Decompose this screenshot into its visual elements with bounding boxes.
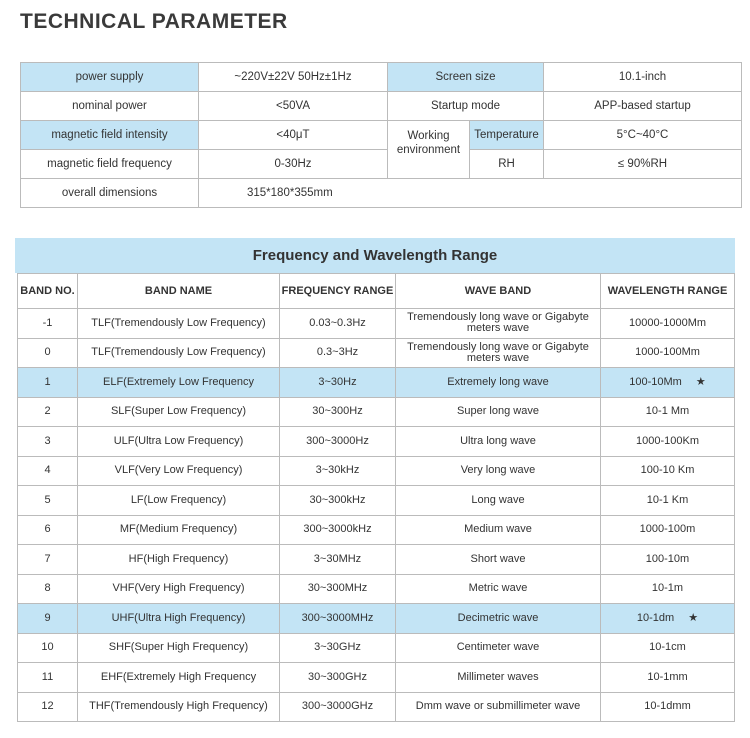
cell-text: VHF(Very High Frequency)	[112, 582, 245, 595]
table-cell	[18, 368, 78, 398]
cell-text: 5	[44, 493, 51, 506]
label: Temperature	[470, 121, 544, 150]
cell-text: Tremendously long wave or Gigabyte meters wave	[407, 311, 589, 335]
cell-text: 1000-100m	[639, 523, 696, 536]
value: 315*180*355mm	[199, 179, 742, 208]
label: power supply	[21, 63, 199, 92]
table-cell	[18, 486, 78, 516]
table-cell	[396, 486, 601, 516]
table-cell	[280, 456, 396, 486]
table-cell	[18, 574, 78, 604]
table-cell	[18, 309, 78, 339]
cell-text: Short wave	[470, 552, 526, 565]
label: magnetic field frequency	[21, 150, 199, 179]
label: magnetic field intensity	[21, 121, 199, 150]
table-cell	[280, 338, 396, 368]
table-cell	[601, 633, 735, 663]
table-cell	[78, 368, 280, 398]
table-cell	[396, 663, 601, 693]
cell-text: 2	[44, 405, 51, 418]
value: APP-based startup	[544, 92, 742, 121]
cell-text: HF(High Frequency)	[128, 552, 229, 565]
cell-text: Centimeter wave	[456, 641, 540, 654]
column-header: WAVELENGTH RANGE	[601, 274, 735, 309]
cell-text: MF(Medium Frequency)	[119, 523, 238, 536]
table-cell	[78, 338, 280, 368]
table-cell	[601, 604, 735, 634]
technical-parameter-table	[20, 62, 742, 208]
cell-text: 10-1 Km	[646, 493, 689, 506]
cell-text: 10-1dmm	[644, 700, 691, 713]
table-cell	[78, 545, 280, 575]
table-cell	[396, 397, 601, 427]
table-cell	[280, 515, 396, 545]
table-row	[18, 545, 735, 575]
table-cell	[78, 486, 280, 516]
cell-text: 100-10Mm	[629, 375, 682, 388]
cell-text: 300~3000kHz	[303, 523, 372, 536]
cell-text: LF(Low Frequency)	[130, 493, 227, 506]
table-cell	[78, 692, 280, 722]
cell-text: 3~30GHz	[314, 641, 361, 654]
table-cell	[78, 397, 280, 427]
table-cell	[280, 633, 396, 663]
label: overall dimensions	[21, 179, 199, 208]
table-cell	[601, 427, 735, 457]
cell-text: 10-1m	[651, 582, 684, 595]
label: RH	[470, 150, 544, 179]
cell-text: 300~3000Hz	[306, 434, 369, 447]
table-cell	[601, 663, 735, 693]
table-cell	[18, 397, 78, 427]
table-row	[18, 427, 735, 457]
table-cell	[78, 663, 280, 693]
cell-text: 8	[44, 582, 51, 595]
table-cell	[601, 692, 735, 722]
band-table-title: Frequency and Wavelength Range	[15, 238, 735, 273]
cell-text: 300~3000GHz	[301, 700, 374, 713]
table-cell	[601, 397, 735, 427]
cell-text: Long wave	[471, 493, 525, 506]
table-cell	[396, 309, 601, 339]
table-row	[18, 397, 735, 427]
table-cell	[78, 427, 280, 457]
table-cell	[280, 368, 396, 398]
table-cell	[601, 545, 735, 575]
table-cell	[601, 309, 735, 339]
label: Startup mode	[388, 92, 544, 121]
value: ≤ 90%RH	[544, 150, 742, 179]
page-title: TECHNICAL PARAMETER	[20, 10, 288, 33]
cell-text: SLF(Super Low Frequency)	[110, 405, 247, 418]
cell-text: Super long wave	[457, 405, 539, 418]
cell-text: 100-10 Km	[640, 464, 695, 477]
table-cell	[18, 338, 78, 368]
cell-text: 1000-100Km	[636, 434, 699, 447]
column-header: WAVE BAND	[396, 274, 601, 309]
table-row	[18, 338, 735, 368]
table-row	[18, 604, 735, 634]
table-cell	[280, 545, 396, 575]
table-cell	[78, 309, 280, 339]
cell-text: 3	[44, 434, 51, 447]
table-cell	[396, 574, 601, 604]
cell-text: -1	[42, 316, 53, 329]
cell-text: 30~300MHz	[307, 582, 368, 595]
cell-text: 9	[44, 611, 51, 624]
table-row	[18, 663, 735, 693]
cell-text: 10	[41, 641, 54, 654]
table-cell	[78, 574, 280, 604]
cell-text: EHF(Extremely High Frequency	[100, 670, 257, 683]
table-cell	[396, 427, 601, 457]
cell-text: 11	[41, 670, 54, 683]
table-cell	[18, 633, 78, 663]
value: 10.1-inch	[544, 63, 742, 92]
column-header: BAND NAME	[78, 274, 280, 309]
table-cell	[78, 456, 280, 486]
value: 0-30Hz	[199, 150, 388, 179]
value: <50VA	[199, 92, 388, 121]
cell-text: 10-1cm	[649, 641, 686, 654]
cell-text: 6	[44, 523, 51, 536]
cell-text: Very long wave	[460, 464, 536, 477]
cell-text: Tremendously long wave or Gigabyte meters wave	[407, 340, 589, 364]
table-row	[18, 309, 735, 339]
table-cell	[601, 338, 735, 368]
table-cell	[601, 486, 735, 516]
table-cell	[280, 604, 396, 634]
table-cell	[396, 545, 601, 575]
table-cell	[280, 397, 396, 427]
table-cell	[396, 338, 601, 368]
label: Screen size	[388, 63, 544, 92]
table-row	[18, 456, 735, 486]
table-cell	[280, 427, 396, 457]
table-cell	[601, 515, 735, 545]
value: <40μT	[199, 121, 388, 150]
table-cell	[396, 604, 601, 634]
cell-text: 10000-1000Mm	[628, 316, 707, 329]
cell-text: TLF(Tremendously Low Frequency)	[91, 316, 266, 329]
cell-text: 7	[44, 552, 51, 565]
cell-text: 30~300Hz	[312, 405, 363, 418]
cell-text: 100-10m	[645, 552, 690, 565]
cell-text: TLF(Tremendously Low Frequency)	[91, 346, 266, 359]
table-cell	[601, 368, 735, 398]
cell-text: 0	[44, 346, 51, 359]
cell-text: Ultra long wave	[460, 434, 536, 447]
cell-text: 30~300GHz	[307, 670, 367, 683]
table-cell	[280, 309, 396, 339]
table-cell	[78, 604, 280, 634]
column-header: FREQUENCY RANGE	[280, 274, 396, 309]
cell-text: Metric wave	[468, 582, 528, 595]
table-cell	[601, 456, 735, 486]
cell-text: UHF(Ultra High Frequency)	[111, 611, 246, 624]
table-cell	[396, 456, 601, 486]
cell-text: 4	[44, 464, 51, 477]
cell-text: 10-1mm	[647, 670, 688, 683]
cell-text: 1	[44, 375, 51, 388]
cell-text: 3~30MHz	[313, 552, 362, 565]
value: 5°C~40°C	[544, 121, 742, 150]
table-cell	[18, 427, 78, 457]
label: nominal power	[21, 92, 199, 121]
cell-text: 0.3~3Hz	[316, 346, 359, 359]
table-cell	[396, 515, 601, 545]
cell-text: Medium wave	[464, 523, 532, 536]
table-cell	[280, 574, 396, 604]
table-row	[18, 633, 735, 663]
cell-text: Dmm wave or submillimeter wave	[415, 700, 581, 713]
band-table	[17, 273, 735, 722]
table-cell	[18, 456, 78, 486]
table-row	[18, 368, 735, 398]
table-cell	[18, 515, 78, 545]
table-cell	[601, 574, 735, 604]
table-cell	[18, 545, 78, 575]
table-row	[18, 692, 735, 722]
cell-text: 1000-100Mm	[635, 346, 700, 359]
star-icon: ★	[688, 611, 699, 624]
table-cell	[396, 692, 601, 722]
cell-text: VLF(Very Low Frequency)	[114, 464, 243, 477]
star-icon: ★	[695, 375, 706, 388]
table-cell	[280, 692, 396, 722]
column-header: BAND NO.	[18, 274, 78, 309]
cell-text: SHF(Super High Frequency)	[108, 641, 249, 654]
cell-text: 10-1dm	[636, 611, 675, 624]
cell-text: 3~30kHz	[315, 464, 360, 477]
cell-text: THF(Tremendously High Frequency)	[89, 700, 268, 713]
cell-text: ULF(Ultra Low Frequency)	[113, 434, 244, 447]
table-cell	[396, 633, 601, 663]
table-row	[18, 486, 735, 516]
table-row	[18, 515, 735, 545]
table-cell	[396, 368, 601, 398]
table-cell	[78, 515, 280, 545]
cell-text: 30~300kHz	[309, 493, 366, 506]
cell-text: 12	[41, 700, 54, 713]
cell-text: 300~3000MHz	[301, 611, 374, 624]
table-cell	[18, 604, 78, 634]
cell-text: 10-1 Mm	[645, 405, 690, 418]
value: ~220V±22V 50Hz±1Hz	[199, 63, 388, 92]
cell-text: Decimetric wave	[457, 611, 539, 624]
cell-text: Millimeter waves	[457, 670, 539, 683]
table-cell	[18, 663, 78, 693]
table-cell	[78, 633, 280, 663]
cell-text: Extremely long wave	[447, 375, 549, 388]
table-cell	[18, 692, 78, 722]
cell-text: 3~30Hz	[318, 375, 357, 388]
cell-text: 0.03~0.3Hz	[309, 316, 366, 329]
table-cell	[280, 486, 396, 516]
table-row	[18, 574, 735, 604]
table-cell	[280, 663, 396, 693]
label: Working environment	[388, 121, 470, 179]
cell-text: ELF(Extremely Low Frequency	[103, 375, 254, 388]
